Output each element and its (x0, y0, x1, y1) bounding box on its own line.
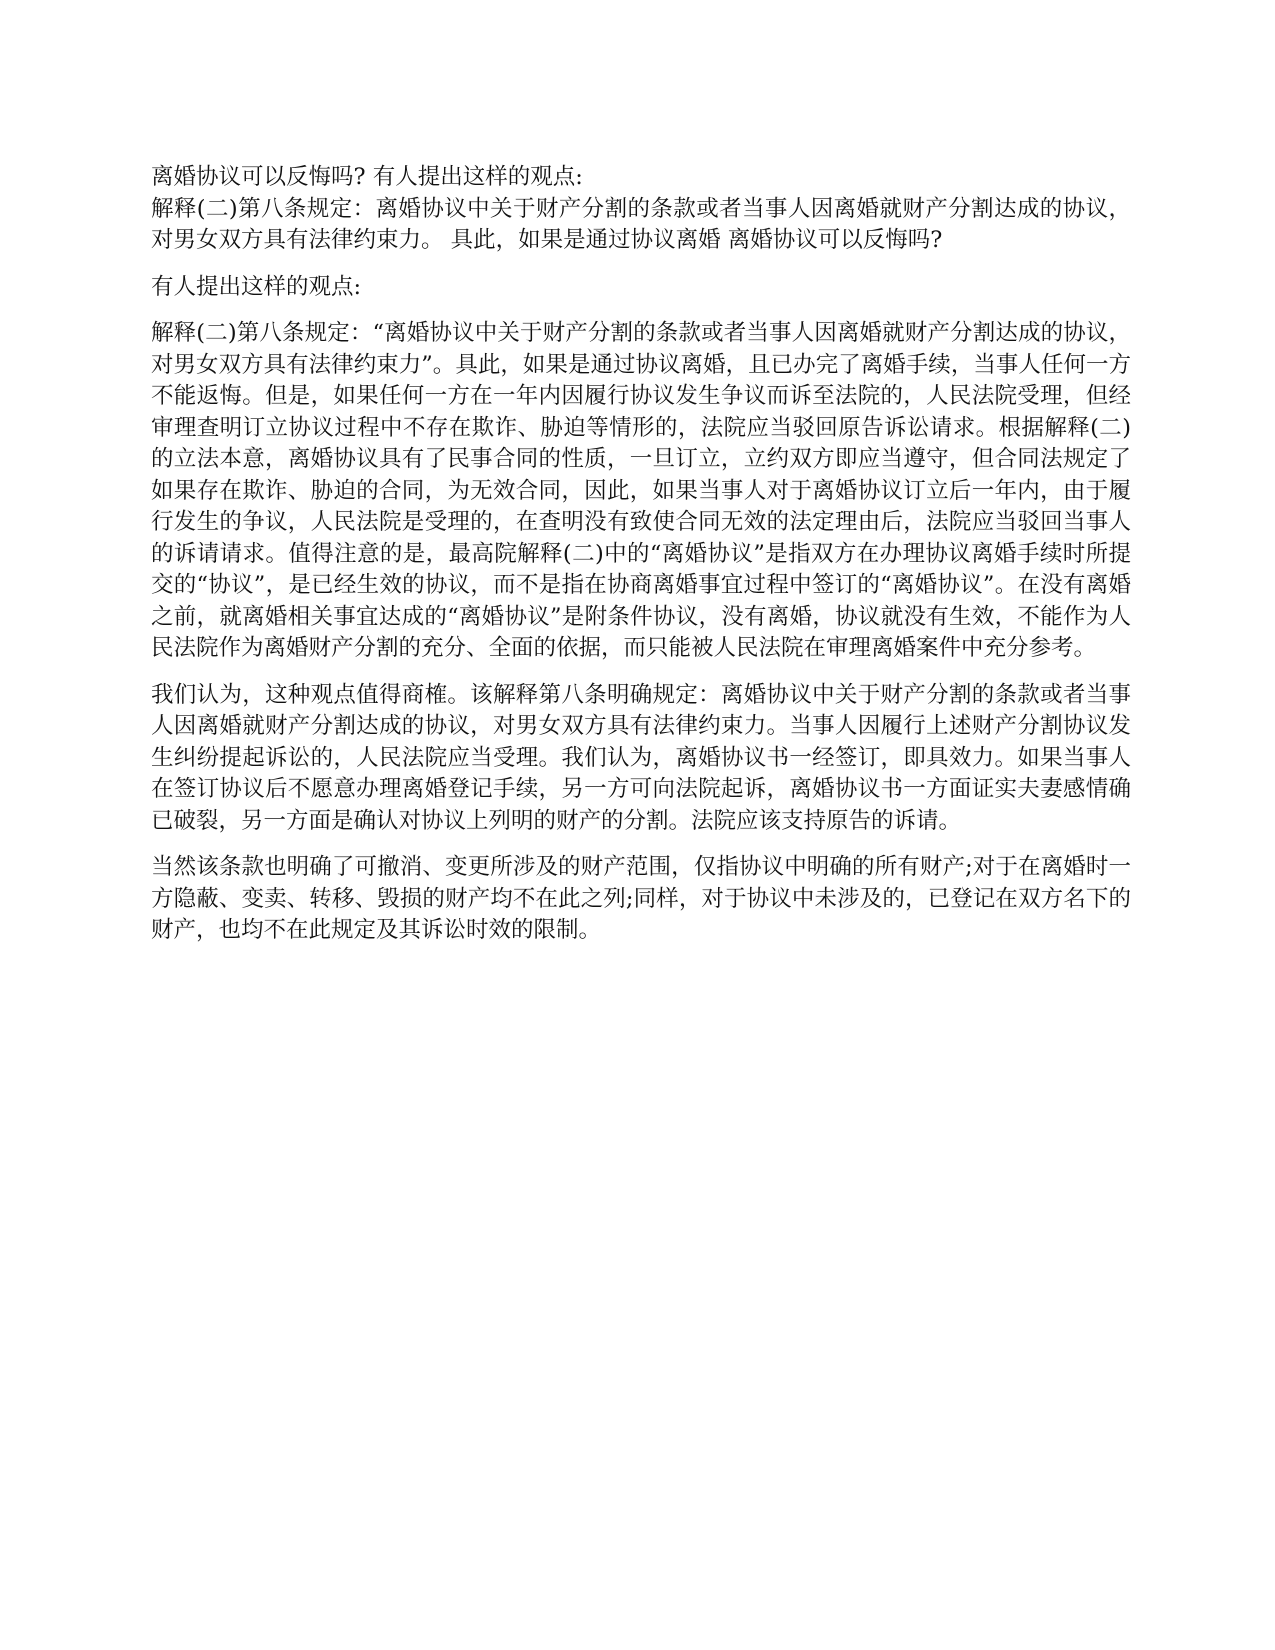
document-body (151, 162, 1131, 947)
paragraph-viewpoint-heading: 有人提出这样的观点: (151, 273, 362, 300)
paragraph-intro-summary: 解释(二)第八条规定：离婚协议中关于财产分割的条款或者当事人因离婚就财产分割达成的协议，对男女双方具有法律约束力。 具此，如果是通过协议离婚 离婚协议可以反悔吗? (151, 195, 1131, 253)
paragraph-property-scope: 当然该条款也明确了可撤消、变更所涉及的财产范围，仅指协议中明确的所有财产;对于在离婚时一方隐蔽、变卖、转移、毁损的财产均不在此之列;同样，对于协议中未涉及的，已登记在双方名下的财产，也均不在此规定及其诉讼时效的限制。 (151, 854, 1131, 943)
paragraph-intro-question: 离婚协议可以反悔吗? 有人提出这样的观点: (151, 164, 583, 190)
paragraph-viewpoint-body: 解释(二)第八条规定：“离婚协议中关于财产分割的条款或者当事人因离婚就财产分割达成的协议，对男女双方具有法律约束力”。具此，如果是通过协议离婚，且已办完了离婚手续，当事人任何一方不能返悔。但是，如果任何一方在一年内因履行协议发生争议而诉至法院的，人民法院受理，但经审理查明订立协议过程中不存在欺诈、胁迫等情形的，法院应当驳回原告诉讼请求。根据解释(二)的立法本意，离婚协议具有了民事合同的性质，一旦订立，立约双方即应当遵守，但合同法规定了如果存在欺诈、胁迫的合同，为无效合同，因此，如果当事人对于离婚协议订立后一年内，由于履行发生的争议，人民法院是受理的，在查明没有致使合同无效的法定理由后，法院应当驳回当事人的诉请请求。值得注意的是，最高院解释(二)中的“离婚协议”是指双方在办理协议离婚手续时所提交的“协议”，是已经生效的协议，而不是指在协商离婚事宜过程中签订的“离婚协议”。在没有离婚之前，就离婚相关事宜达成的“离婚协议”是附条件协议，没有离婚，协议就没有生效，不能作为人民法院作为离婚财产分割的充分、全面的依据，而只能被人民法院在审理离婚案件中充分参考。 (151, 320, 1131, 661)
paragraph-our-opinion: 我们认为，这种观点值得商榷。该解释第八条明确规定：离婚协议中关于财产分割的条款或者当事人因离婚就财产分割达成的协议，对男女双方具有法律约束力。当事人因履行上述财产分割协议发生纠纷提起诉讼的，人民法院应当受理。我们认为，离婚协议书一经签订，即具效力。如果当事人在签订协议后不愿意办理离婚登记手续，另一方可向法院起诉，离婚协议书一方面证实夫妻感情确已破裂，另一方面是确认对协议上列明的财产的分割。法院应该支持原告的诉请。 (151, 681, 1131, 834)
